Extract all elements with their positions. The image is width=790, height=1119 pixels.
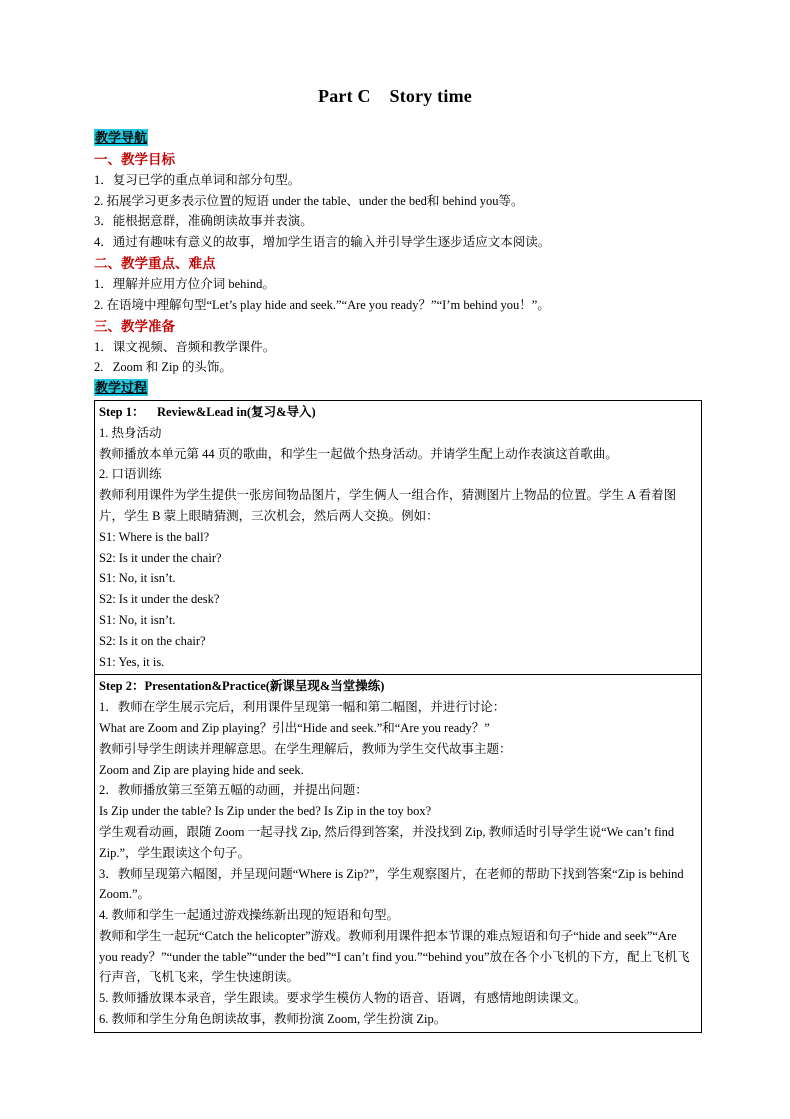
section-key-points <box>94 253 704 316</box>
step-line: 4. 教师和学生一起通过游戏操练新出现的短语和句型。 <box>99 908 400 923</box>
table-row <box>95 675 702 1033</box>
step-line: 1．教师在学生展示完后，利用课件呈现第一幅和第二幅图，并进行讨论： <box>99 700 506 715</box>
step-line: 1. 热身活动 <box>99 425 162 440</box>
step-line: 教师利用课件为学生提供一张房间物品图片，学生俩人一组合作，猜测图片上物品的位置。学生 A 看着图片，学生 B 蒙上眼睛猜测，三次机会，然后两人交换。例如： <box>99 488 677 523</box>
list-item: 4．通过有趣味有意义的故事，增加学生语言的输入并引导学生逐步适应文本阅读。 <box>94 235 551 250</box>
step-line: S2: Is it on the chair? <box>99 633 206 648</box>
step-line: 学生观看动画，跟随 Zoom 一起寻找 Zip, 然后得到答案，并没找到 Zip, 教师适时引导学生说“We can’t find Zip.”，学生跟读这个句子。 <box>99 824 675 860</box>
list-item: 2. Zoom 和 Zip 的头饰。 <box>94 360 232 375</box>
step-line: S2: Is it under the desk? <box>99 592 220 607</box>
step-line: 教师播放本单元第 44 页的歌曲，和学生一起做个热身活动。并请学生配上动作表演这首歌曲。 <box>99 446 618 461</box>
section-heading: 三、教学准备 <box>94 318 175 334</box>
step-1-cell <box>95 400 702 674</box>
list-item: 2. 在语境中理解句型“Let’s play hide and seek.”“Are you ready？”“I’m behind you！”。 <box>94 297 550 312</box>
section-preparation <box>94 316 704 379</box>
step-line: S1: No, it isn’t. <box>99 612 176 627</box>
step-line: S1: Where is the ball? <box>99 529 210 544</box>
list-item: 2. 拓展学习更多表示位置的短语 under the table、under the bed和 behind you等。 <box>94 193 524 208</box>
section-heading: 一、教学目标 <box>94 151 175 167</box>
section-heading: 二、教学重点、难点 <box>94 255 216 271</box>
step-line: S2: Is it under the chair? <box>99 550 222 565</box>
list-item: 1．课文视频、音频和教学课件。 <box>94 339 276 354</box>
list-item: 3．能根据意群，准确朗读故事并表演。 <box>94 214 313 229</box>
section-objectives <box>94 149 704 253</box>
step-line: 教师和学生一起玩“Catch the helicopter”游戏。教师利用课件把本节课的难点短语和句子“hide and seek”“Are you ready？”“under the table”“under the bed”“I can’t find you.”“behind you”放在各个小飞机的下方，配上飞机飞行声音，飞机飞来，学生快速朗读。 <box>99 928 690 985</box>
step-line: 3．教师呈现第六幅图，并呈现问题“Where is Zip?”，学生观察图片，在老师的帮助下找到答案“Zip is behind Zoom.”。 <box>99 866 684 902</box>
table-row <box>95 400 702 674</box>
step-line: What are Zoom and Zip playing？引出“Hide and seek.”和“Are you ready？” <box>99 720 490 735</box>
step-line: 6. 教师和学生分角色朗读故事，教师扮演 Zoom, 学生扮演 Zip。 <box>99 1012 447 1027</box>
step-line: 5. 教师播放课本录音，学生跟读。要求学生模仿人物的语音、语调，有感情地朗读课文。 <box>99 991 587 1006</box>
process-table <box>94 400 702 1033</box>
step-line: 2．教师播放第三至第五幅的动画，并提出问题： <box>99 783 368 798</box>
step-line: 2. 口语训练 <box>99 467 162 482</box>
step-2-cell <box>95 675 702 1033</box>
list-item: 1．复习已学的重点单词和部分句型。 <box>94 172 301 187</box>
step-heading: Step 1： Review&Lead in(复习&导入) <box>99 404 316 419</box>
step-line: S1: No, it isn’t. <box>99 571 176 586</box>
step-line: 教师引导学生朗读并理解意思。在学生理解后，教师为学生交代故事主题： <box>99 741 512 756</box>
step-line: Zoom and Zip are playing hide and seek. <box>99 762 304 777</box>
document-body <box>94 128 704 1033</box>
step-line: Is Zip under the table? Is Zip under the bed? Is Zip in the toy box? <box>99 804 432 819</box>
page-title: Part C Story time <box>318 86 472 106</box>
list-item: 1．理解并应用方位介词 behind。 <box>94 276 275 291</box>
step-heading: Step 2：Presentation&Practice(新课呈现&当堂操练) <box>99 679 385 694</box>
nav-label: 教学导航 <box>95 130 148 145</box>
step-line: S1: Yes, it is. <box>99 654 165 669</box>
process-label: 教学过程 <box>95 380 148 396</box>
